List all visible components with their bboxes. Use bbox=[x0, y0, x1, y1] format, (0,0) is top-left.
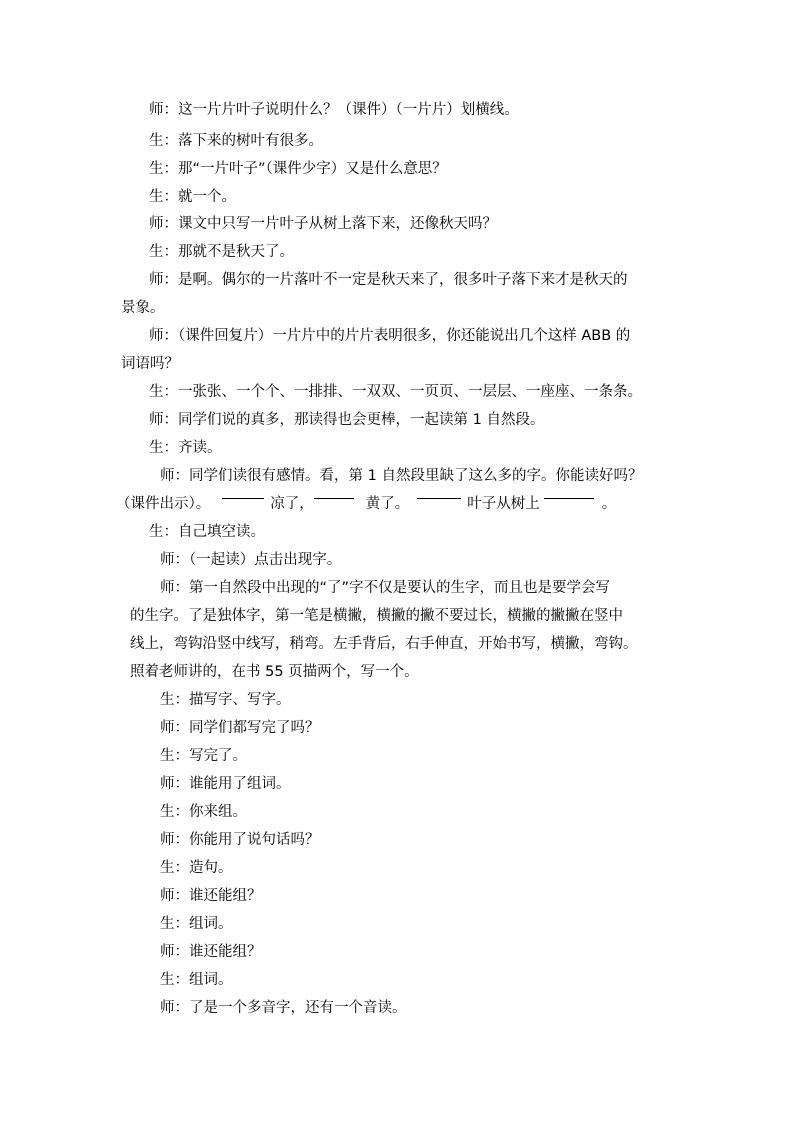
dialogue-line: 生：组词。 bbox=[160, 916, 233, 932]
dialogue-line: 生：写完了。 bbox=[160, 748, 247, 764]
dialogue-line-cont: 照着老师讲的，在书 55 页描两个，写一个。 bbox=[130, 664, 419, 680]
dialogue-line: 生：一张张、一个个、一排排、一双双、一页页、一层层、一座座、一条条。 bbox=[149, 384, 642, 400]
blank-line bbox=[314, 494, 354, 514]
blank-line bbox=[544, 494, 594, 514]
dialogue-line: 师：同学们都写完了吗？ bbox=[160, 720, 320, 736]
courseware-label: （课件出示）。 bbox=[116, 496, 211, 512]
dialogue-line: 师：同学们说的真多，那读得也会更棒，一起读第 1 自然段。 bbox=[149, 412, 545, 428]
dialogue-line: 师：谁能用了组词。 bbox=[160, 776, 291, 792]
dialogue-line: 生：那“一片叶子”（课件少字）又是什么意思？ bbox=[149, 161, 447, 177]
blank-text: 。 bbox=[601, 496, 617, 512]
dialogue-line: 生：你来组。 bbox=[160, 804, 247, 820]
dialogue-line-cont: 的生字。了是独体字，第一笔是横撇，横撇的撇不要过长，横撇的撇撇在竖中 bbox=[130, 608, 623, 624]
dialogue-line: 生：就一个。 bbox=[149, 189, 236, 205]
dialogue-line: 师：是啊。偶尔的一片落叶不一定是秋天来了，很多叶子落下来才是秋天的 bbox=[149, 272, 628, 288]
dialogue-line-cont: 线上，弯钩沿竖中线写，稍弯。左手背后，右手伸直，开始书写，横撇，弯钩。 bbox=[130, 636, 638, 652]
dialogue-line: 师：（一起读）点击出现字。 bbox=[160, 552, 342, 568]
dialogue-line: 师：谁还能组？ bbox=[160, 944, 262, 960]
dialogue-line: 生：落下来的树叶有很多。 bbox=[149, 133, 323, 149]
blank-line bbox=[222, 494, 264, 514]
dialogue-line: 师：这一片片叶子说明什么？（课件）（一片片）划横线。 bbox=[149, 102, 519, 118]
dialogue-line: 生：造句。 bbox=[160, 860, 233, 876]
blank-text: 凉了， bbox=[270, 496, 314, 512]
dialogue-line: 师：谁还能组？ bbox=[160, 888, 262, 904]
dialogue-line: 师：你能用了说句话吗？ bbox=[160, 832, 320, 848]
dialogue-line-cont: 景象。 bbox=[121, 300, 165, 316]
blank-line bbox=[417, 494, 461, 514]
fill-blank-line bbox=[116, 494, 616, 514]
dialogue-line: 生：描写字、写字。 bbox=[160, 692, 291, 708]
dialogue-line: 生：那就不是秋天了。 bbox=[149, 244, 294, 260]
dialogue-line-cont: 词语吗？ bbox=[121, 356, 179, 372]
dialogue-line: 生：齐读。 bbox=[149, 440, 222, 456]
blank-text: 黄了。 bbox=[365, 496, 410, 512]
blank-text: 叶子从树上 bbox=[467, 496, 540, 512]
dialogue-line: 师：同学们读很有感情。看，第 1 自然段里缺了这么多的字。你能读好吗？ bbox=[160, 468, 643, 484]
dialogue-line: 生：组词。 bbox=[160, 972, 233, 988]
dialogue-line: 生：自己填空读。 bbox=[149, 524, 265, 540]
dialogue-line: 师：课文中只写一片叶子从树上落下来，还像秋天吗？ bbox=[149, 216, 497, 232]
dialogue-line: 师：了是一个多音字，还有一个音读。 bbox=[160, 1000, 407, 1016]
dialogue-line: 师：（课件回复片）一片片中的片片表明很多，你还能说出几个这样 ABB 的 bbox=[149, 328, 631, 344]
dialogue-line: 师：第一自然段中出现的“了”字不仅是要认的生字，而且也是要学会写 bbox=[160, 580, 611, 596]
